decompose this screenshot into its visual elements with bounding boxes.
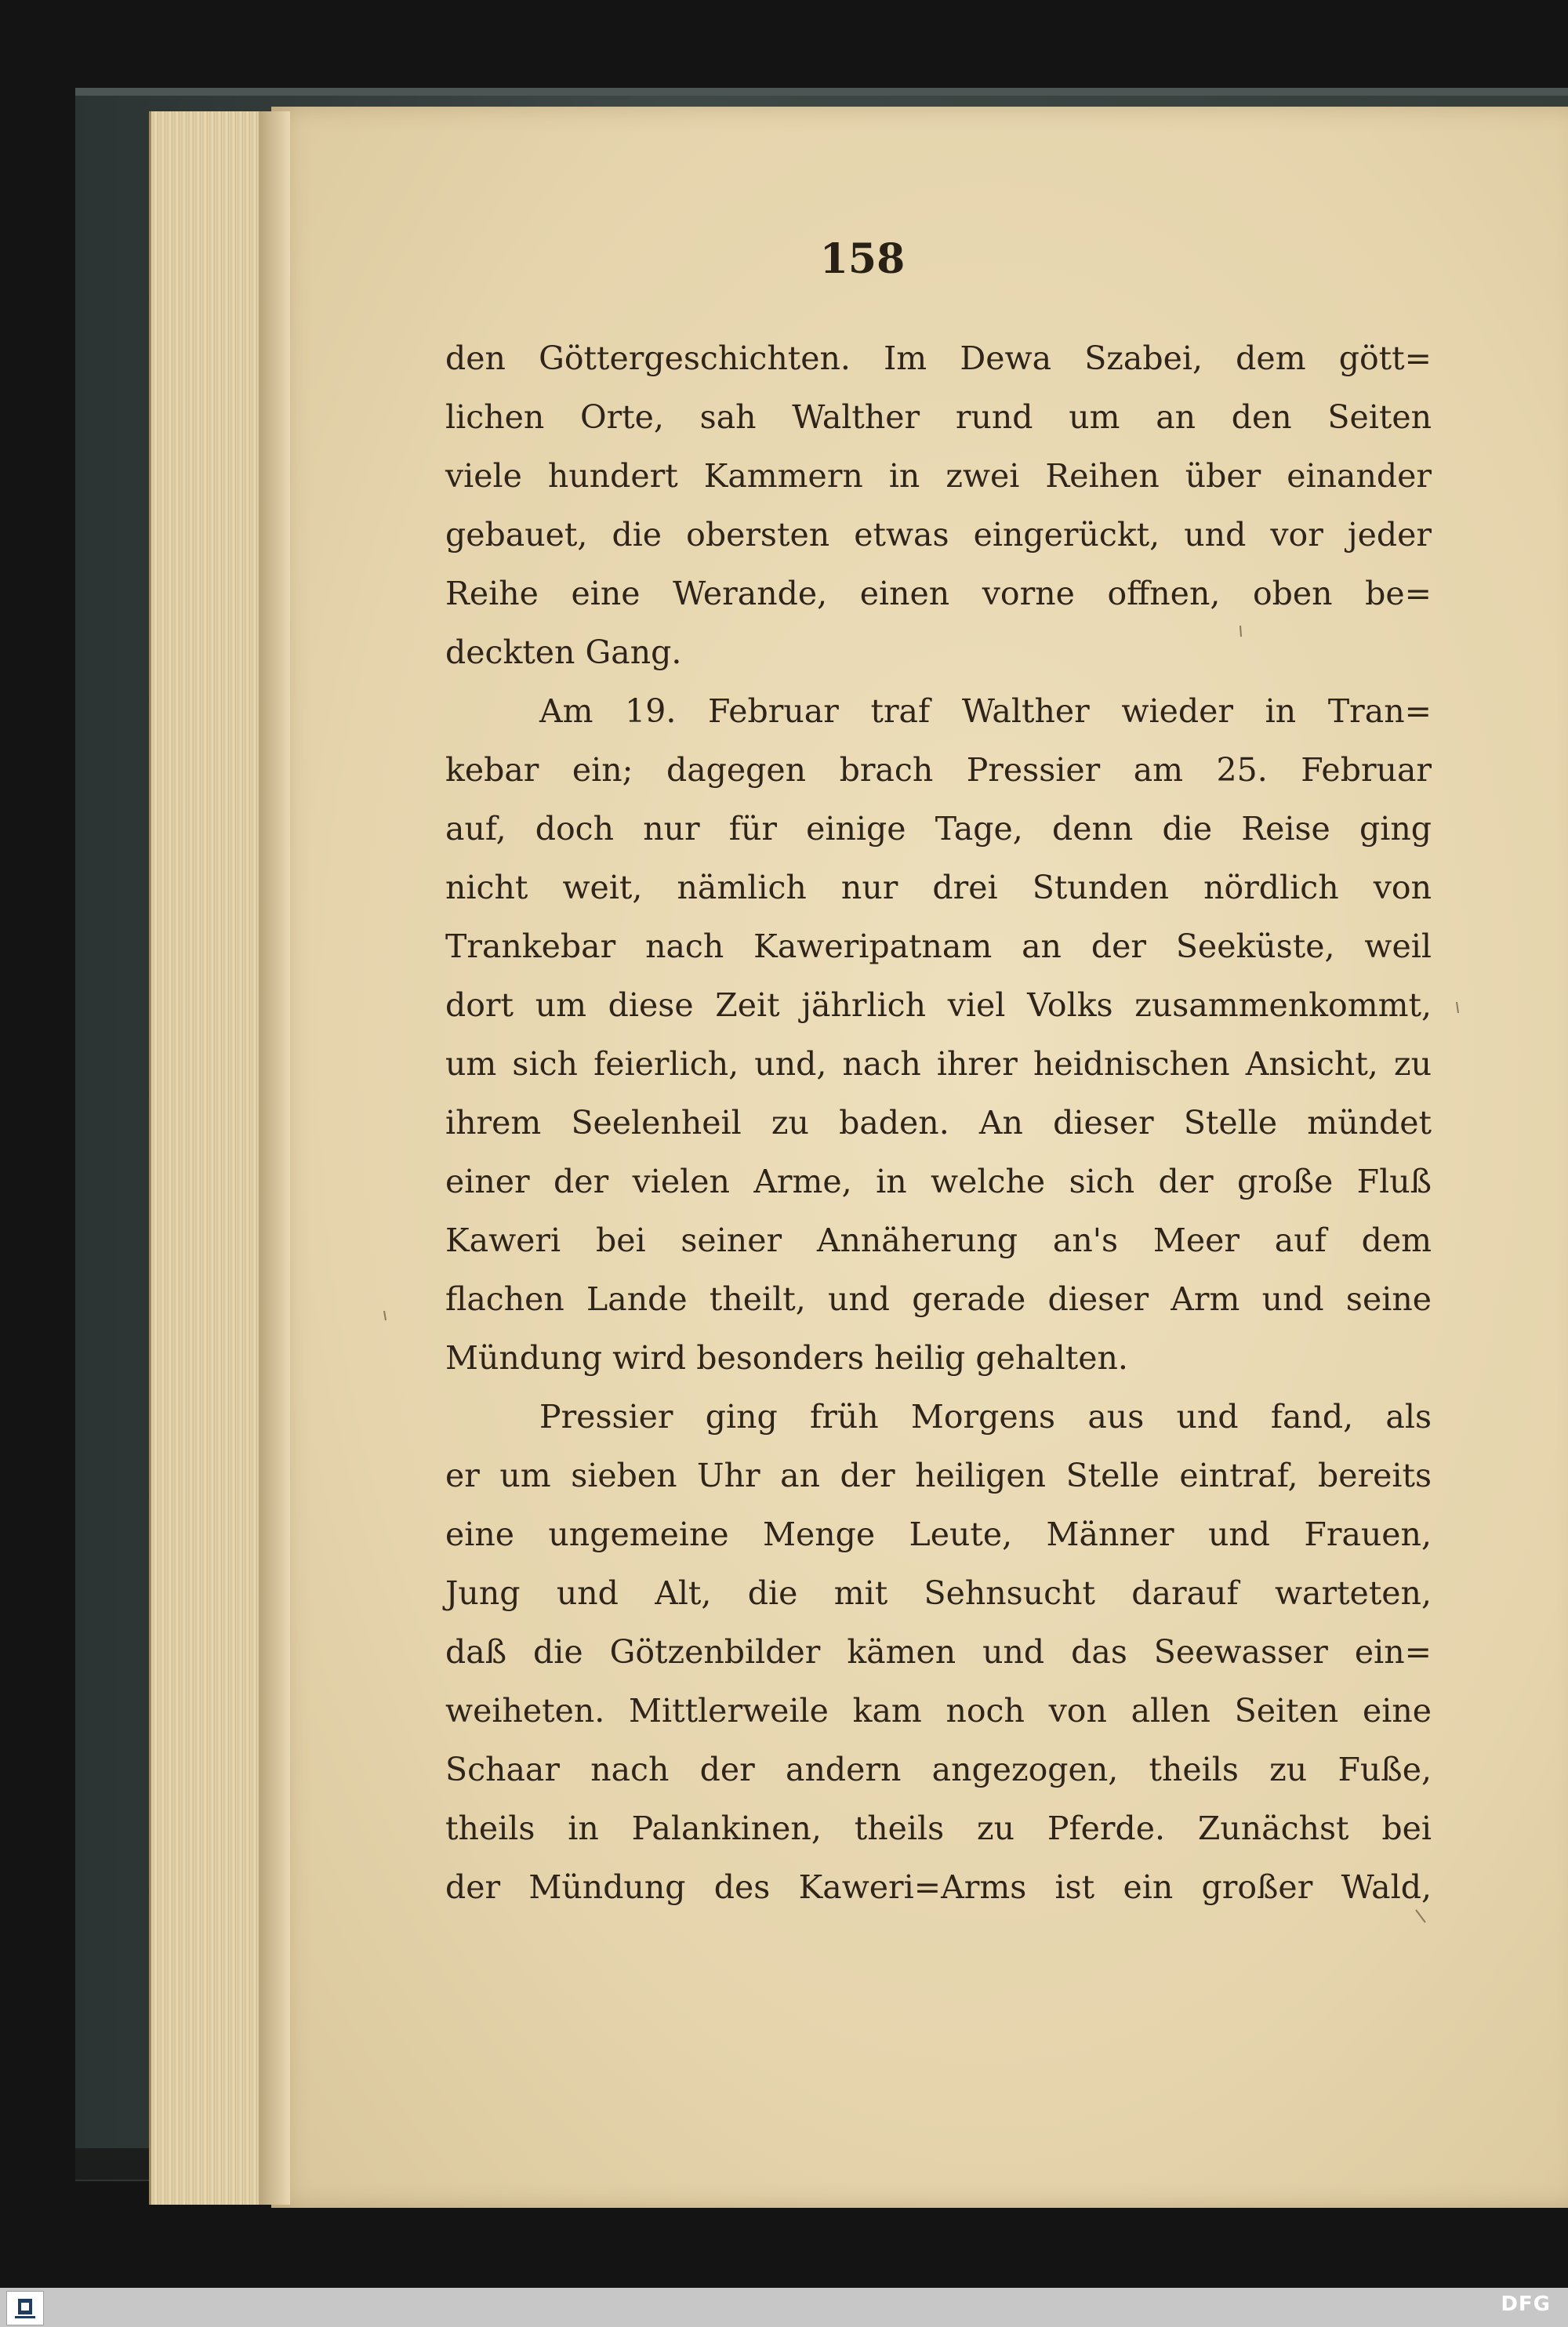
text-line: Mündung wird besonders heilig gehalten. [445,1339,1128,1377]
text-line: Reihe eine Werande, einen vorne offnen, oben be= [445,575,1432,612]
text-line: einer der vielen Arme, in welche sich der große Fluß [445,1163,1432,1200]
text-line: Am 19. Februar traf Walther wieder in Tran= [539,692,1432,730]
text-line: Trankebar nach Kaweripatnam an der Seeküste, weil [445,928,1432,965]
text-line: viele hundert Kammern in zwei Reihen über einander [445,457,1432,495]
text-line: Kaweri bei seiner Annäherung an's Meer auf dem [445,1222,1432,1259]
text-line: flachen Lande theilt, und gerade dieser Arm und seine [445,1280,1432,1318]
text-line: nicht weit, nämlich nur drei Stunden nördlich von [445,869,1432,906]
page-text [445,329,1432,1917]
library-logo [6,2291,44,2325]
text-line: Jung und Alt, die mit Sehnsucht darauf warteten, [445,1574,1432,1612]
dfg-logo: DFG [1501,2293,1551,2316]
text-line: kebar ein; dagegen brach Pressier am 25. Februar [445,751,1432,789]
page-gutter [259,111,290,2205]
text-line: um sich feierlich, und, nach ihrer heidnischen Ansicht, zu [445,1045,1432,1083]
text-line: ihrem Seelenheil zu baden. An dieser Stelle mündet [445,1104,1432,1142]
text-line: weiheten. Mittlerweile kam noch von allen Seiten eine [445,1692,1432,1730]
viewer-footer-bar [0,2288,1568,2327]
text-line: theils in Palankinen, theils zu Pferde. Zunächst bei [445,1810,1432,1847]
page-number: 158 [819,235,906,283]
text-line: der Mündung des Kaweri=Arms ist ein großer Wald, [445,1868,1432,1906]
text-line: Pressier ging früh Morgens aus und fand, als [539,1398,1432,1436]
text-line: eine ungemeine Menge Leute, Männer und Frauen, [445,1516,1432,1553]
text-line: Schaar nach der andern angezogen, theils zu Fuße, [445,1751,1432,1788]
text-line: gebauet, die obersten etwas eingerückt, und vor jeder [445,516,1432,554]
text-line: auf, doch nur für einige Tage, denn die Reise ging [445,810,1432,848]
text-line: er um sieben Uhr an der heiligen Stelle eintraf, bereits [445,1457,1432,1494]
page-edges [149,111,277,2205]
text-line: den Göttergeschichten. Im Dewa Szabei, dem gött= [445,339,1432,377]
text-line: daß die Götzenbilder kämen und das Seewasser ein= [445,1633,1432,1671]
text-line: deckten Gang. [445,633,682,671]
text-line: lichen Orte, sah Walther rund um an den Seiten [445,398,1432,436]
library-logo-icon [13,2296,37,2321]
text-line: dort um diese Zeit jährlich viel Volks zusammenkommt, [445,986,1432,1024]
